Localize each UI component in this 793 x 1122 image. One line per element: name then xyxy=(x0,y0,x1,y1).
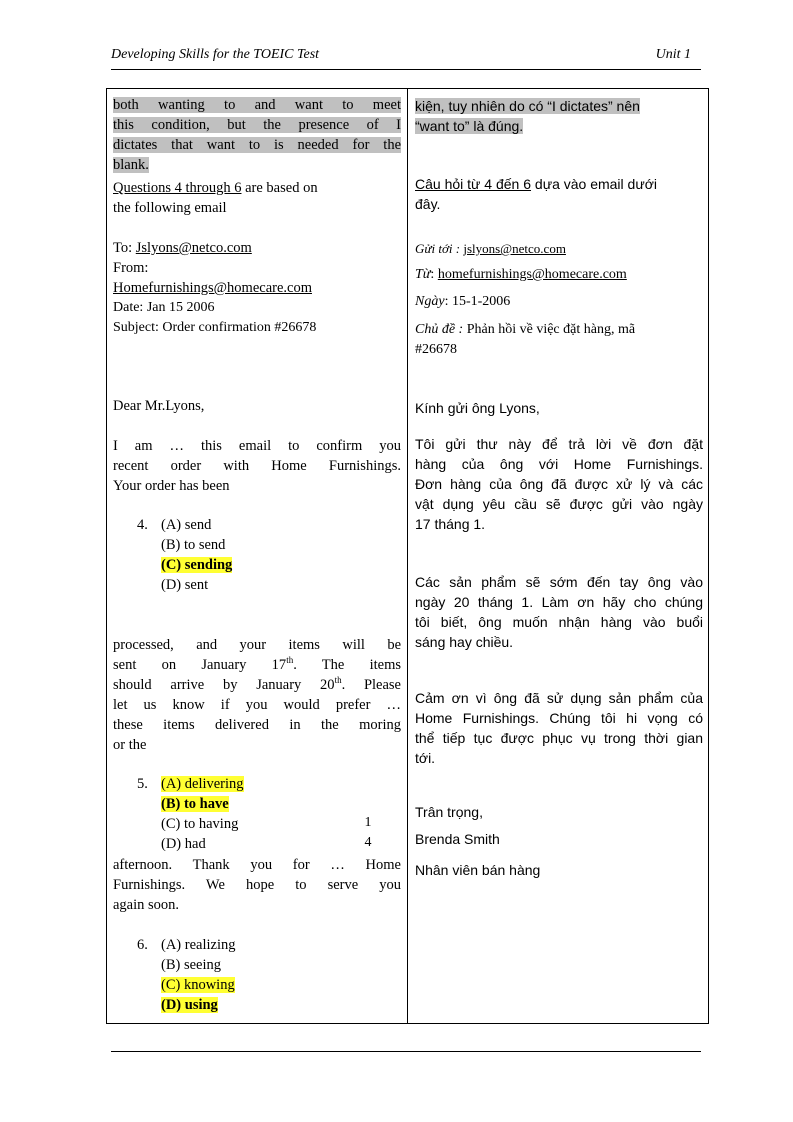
paragraph-line: Các sản phẩm sẽ sớm đến tay ông vào xyxy=(415,574,703,590)
intro-line: blank. xyxy=(113,157,149,173)
paragraph-line: Furnishings. We hope to serve you xyxy=(113,877,401,893)
questions-heading: Questions 4 through 6 are based on xyxy=(113,180,318,196)
email-greeting: Kính gửi ông Lyons, xyxy=(415,400,540,416)
question-number: 5. xyxy=(137,776,148,792)
email-subject: Subject: Order confirmation #26678 xyxy=(113,320,317,335)
intro-line: dictates that want to is needed for the xyxy=(113,137,401,153)
questions-heading-line2: đây. xyxy=(415,196,441,212)
paragraph-line: should arrive by January 20th. Please xyxy=(113,675,401,693)
header-rule xyxy=(111,69,701,70)
email-from-address: homefurnishings@homecare.com xyxy=(437,267,627,282)
email-from-address: Homefurnishings@homecare.com xyxy=(113,280,312,296)
email-date: Date: Jan 15 2006 xyxy=(113,300,215,315)
question-number: 6. xyxy=(137,937,148,953)
page-header xyxy=(111,47,701,67)
paragraph-line: processed, and your items will be xyxy=(113,637,401,653)
paragraph-line: ngày 20 tháng 1. Làm ơn hãy cho chúng xyxy=(415,594,703,610)
paragraph-line: these items delivered in the moring xyxy=(113,717,401,733)
paragraph-line: let us know if you would prefer … xyxy=(113,697,401,713)
option-a: (A) send xyxy=(161,517,212,533)
option-d: (D) had xyxy=(161,836,206,852)
paragraph-line: Đơn hàng của ông đã được xử lý và các xyxy=(415,476,703,492)
page-number: 1 4 xyxy=(364,815,372,850)
email-subject: Chủ đề : Phản hồi về việc đặt hàng, mã xyxy=(415,322,636,337)
intro-line: “want to” là đúng. xyxy=(415,118,524,134)
book-title: Developing Skills for the TOEIC Test xyxy=(111,47,320,62)
paragraph-line: I am … this email to confirm you xyxy=(113,438,401,454)
column-divider xyxy=(407,89,408,1023)
paragraph-line: recent order with Home Furnishings. xyxy=(113,458,401,474)
email-to-address: Jslyons@netco.com xyxy=(135,240,252,256)
option-b-answer: (B) to have xyxy=(161,796,229,812)
email-from-label: From: xyxy=(113,260,149,276)
option-a: (A) delivering xyxy=(161,776,244,792)
paragraph-line: Your order has been xyxy=(113,478,230,494)
email-from: Từ: homefurnishings@homecare.com xyxy=(415,267,627,282)
paragraph-line: again soon. xyxy=(113,897,180,913)
intro-line: kiện, tuy nhiên do có “I dictates” nên xyxy=(415,98,640,114)
paragraph-line: Cảm ơn vì ông đã sử dụng sản phẩm của xyxy=(415,690,703,706)
questions-heading: Câu hỏi từ 4 đến 6 dựa vào email dưới xyxy=(415,176,657,192)
option-c: (C) to having xyxy=(161,816,239,832)
paragraph-line: tới. xyxy=(415,750,436,766)
unit-label: Unit 1 xyxy=(655,47,691,62)
option-d: (D) sent xyxy=(161,577,209,593)
paragraph-line: sáng hay chiều. xyxy=(415,634,514,650)
option-a: (A) realizing xyxy=(161,937,236,953)
paragraph-line: 17 tháng 1. xyxy=(415,516,486,532)
option-d-answer: (D) using xyxy=(161,997,218,1013)
option-b: (B) to send xyxy=(161,537,226,553)
email-greeting: Dear Mr.Lyons, xyxy=(113,398,205,414)
option-c: (C) knowing xyxy=(161,977,235,993)
question-number: 4. xyxy=(137,517,148,533)
email-to: To: Jslyons@netco.com xyxy=(113,240,252,256)
option-b: (B) seeing xyxy=(161,957,221,973)
paragraph-line: tôi biết, ông muốn nhận hàng vào buổi xyxy=(415,614,703,630)
job-title: Nhân viên bán hàng xyxy=(415,862,541,878)
paragraph-line: sent on January 17th. The items xyxy=(113,655,402,673)
footer-rule xyxy=(111,1051,701,1052)
signature: Brenda Smith xyxy=(415,831,500,847)
paragraph-line: vật dụng yêu cầu sẽ được gửi vào ngày xyxy=(415,496,703,512)
paragraph-line: hàng của ông với Home Furnishings. xyxy=(415,456,703,472)
paragraph-line: or the xyxy=(113,737,147,753)
email-date: Ngày: 15-1-2006 xyxy=(415,294,511,309)
paragraph-line: afternoon. Thank you for … Home xyxy=(113,857,401,873)
email-to-address: jslyons@netco.com xyxy=(463,241,566,256)
closing: Trân trọng, xyxy=(415,804,483,820)
paragraph-line: Tôi gửi thư này để trả lời về đơn đặt xyxy=(415,436,703,452)
option-c-answer: (C) sending xyxy=(161,557,233,573)
paragraph-line: thể tiếp tục được phục vụ trong thời gian xyxy=(415,730,703,746)
bilingual-table xyxy=(106,88,709,1024)
paragraph-line: Home Furnishings. Chúng tôi hi vọng có xyxy=(415,710,703,726)
email-to: Gửi tới : jslyons@netco.com xyxy=(415,241,566,256)
intro-line: both wanting to and want to meet xyxy=(113,97,401,113)
questions-heading-line2: the following email xyxy=(113,200,227,216)
intro-line: this condition, but the presence of I xyxy=(113,117,401,133)
email-subject-line2: #26678 xyxy=(415,342,457,357)
